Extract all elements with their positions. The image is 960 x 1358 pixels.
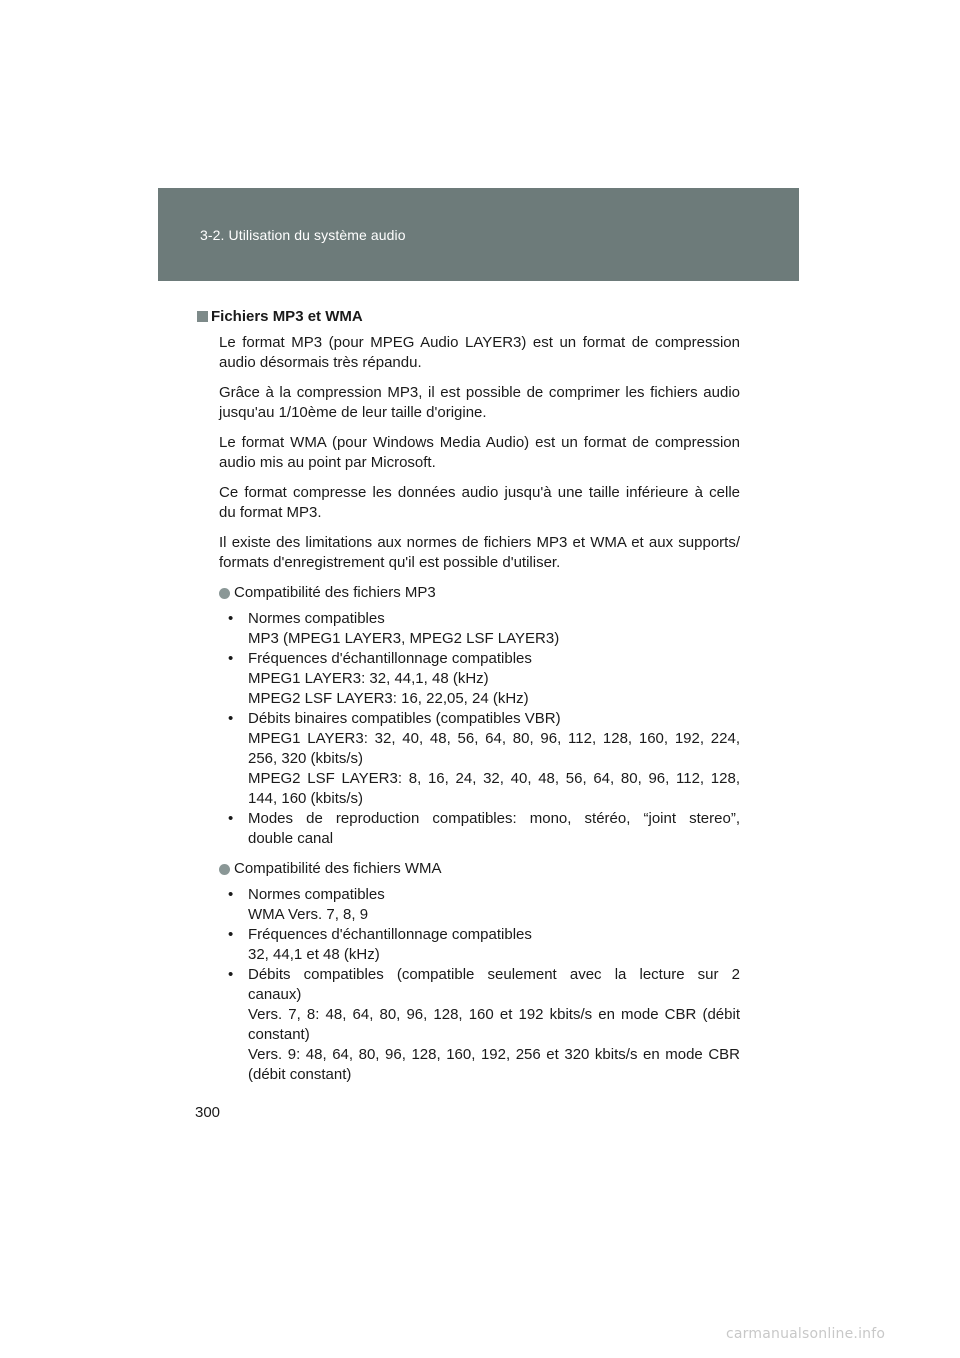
- paragraph-line: audio mis au point par Microsoft.: [219, 454, 436, 471]
- paragraph-line: du format MP3.: [219, 504, 322, 521]
- list-item-line: Fréquences d'échantillonnage compatibles: [248, 650, 532, 667]
- paragraph: [219, 483, 740, 523]
- watermark: carmanualsonline.info: [726, 1326, 886, 1342]
- page-content: [195, 307, 740, 1085]
- paragraph-line: Ce format compresse les données audio jusqu'à une taille inférieure à celle: [219, 484, 740, 501]
- paragraph-line: Le format WMA (pour Windows Media Audio) est un format de compression: [219, 434, 740, 451]
- paragraph: [219, 383, 740, 423]
- list-item: [219, 925, 740, 965]
- list-item-line: 32, 44,1 et 48 (kHz): [248, 946, 380, 963]
- list-item-line: MPEG2 LSF LAYER3: 8, 16, 24, 32, 40, 48, 56, 64, 80, 96, 112, 128,: [248, 770, 740, 787]
- section-heading: [195, 307, 740, 327]
- section-paragraphs: [195, 333, 740, 573]
- section-heading-text: Fichiers MP3 et WMA: [211, 308, 363, 325]
- wma-list: [219, 885, 740, 1085]
- list-item: [219, 609, 740, 649]
- bullet-icon: •: [228, 650, 234, 667]
- list-item-line: WMA Vers. 7, 8, 9: [248, 906, 369, 923]
- bullet-icon: •: [228, 810, 234, 827]
- list-item: [219, 649, 740, 709]
- list-item-line: MPEG2 LSF LAYER3: 16, 22,05, 24 (kHz): [248, 690, 529, 707]
- paragraph-line: formats d'enregistrement qu'il est possible d'utiliser.: [219, 554, 561, 571]
- paragraph: [219, 333, 740, 373]
- wma-subheading: [219, 859, 740, 879]
- chapter-header-band: [158, 188, 799, 281]
- list-item-line: Vers. 7, 8: 48, 64, 80, 96, 128, 160 et 192 kbits/s en mode CBR (débit: [248, 1006, 740, 1023]
- list-item-line: canaux): [248, 986, 302, 1003]
- list-item-line: 144, 160 (kbits/s): [248, 790, 364, 807]
- wma-subheading-text: Compatibilité des fichiers WMA: [234, 860, 442, 877]
- list-item-line: Normes compatibles: [248, 610, 385, 627]
- paragraph: [219, 433, 740, 473]
- paragraph-line: audio désormais très répandu.: [219, 354, 422, 371]
- list-item-line: Normes compatibles: [248, 886, 385, 903]
- paragraph-line: jusqu'au 1/10ème de leur taille d'origine.: [219, 404, 487, 421]
- paragraph-line: Il existe des limitations aux normes de fichiers MP3 et WMA et aux supports/: [219, 534, 740, 551]
- page-number: 300: [195, 1104, 221, 1121]
- circle-bullet-icon: [219, 864, 230, 875]
- paragraph-line: Grâce à la compression MP3, il est possible de comprimer les fichiers audio: [219, 384, 740, 401]
- list-item-line: 256, 320 (kbits/s): [248, 750, 364, 767]
- list-item: [219, 709, 740, 809]
- circle-bullet-icon: [219, 588, 230, 599]
- list-item-line: Fréquences d'échantillonnage compatibles: [248, 926, 532, 943]
- bullet-icon: •: [228, 886, 234, 903]
- list-item-line: (débit constant): [248, 1066, 352, 1083]
- paragraph-line: Le format MP3 (pour MPEG Audio LAYER3) est un format de compression: [219, 334, 740, 351]
- chapter-title: 3-2. Utilisation du système audio: [200, 227, 406, 243]
- list-item-line: constant): [248, 1026, 310, 1043]
- list-item-line: MPEG1 LAYER3: 32, 44,1, 48 (kHz): [248, 670, 489, 687]
- paragraph: [219, 533, 740, 573]
- list-item: [219, 809, 740, 849]
- list-item-line: double canal: [248, 830, 334, 847]
- square-bullet-icon: [197, 311, 208, 322]
- list-item-line: Vers. 9: 48, 64, 80, 96, 128, 160, 192, 256 et 320 kbits/s en mode CBR: [248, 1046, 740, 1063]
- list-item-line: MPEG1 LAYER3: 32, 40, 48, 56, 64, 80, 96, 112, 128, 160, 192, 224,: [248, 730, 740, 747]
- bullet-icon: •: [228, 610, 234, 627]
- list-item: [219, 885, 740, 925]
- list-item: [219, 965, 740, 1085]
- list-item-line: Débits binaires compatibles (compatibles VBR): [248, 710, 561, 727]
- list-item-line: MP3 (MPEG1 LAYER3, MPEG2 LSF LAYER3): [248, 630, 560, 647]
- bullet-icon: •: [228, 710, 234, 727]
- list-item-line: Modes de reproduction compatibles: mono, stéréo, “joint stereo”,: [248, 810, 740, 827]
- mp3-subheading: [219, 583, 740, 603]
- mp3-subheading-text: Compatibilité des fichiers MP3: [234, 584, 436, 601]
- bullet-icon: •: [228, 926, 234, 943]
- bullet-icon: •: [228, 966, 234, 983]
- list-item-line: Débits compatibles (compatible seulement avec la lecture sur 2: [248, 966, 740, 983]
- mp3-list: [219, 609, 740, 849]
